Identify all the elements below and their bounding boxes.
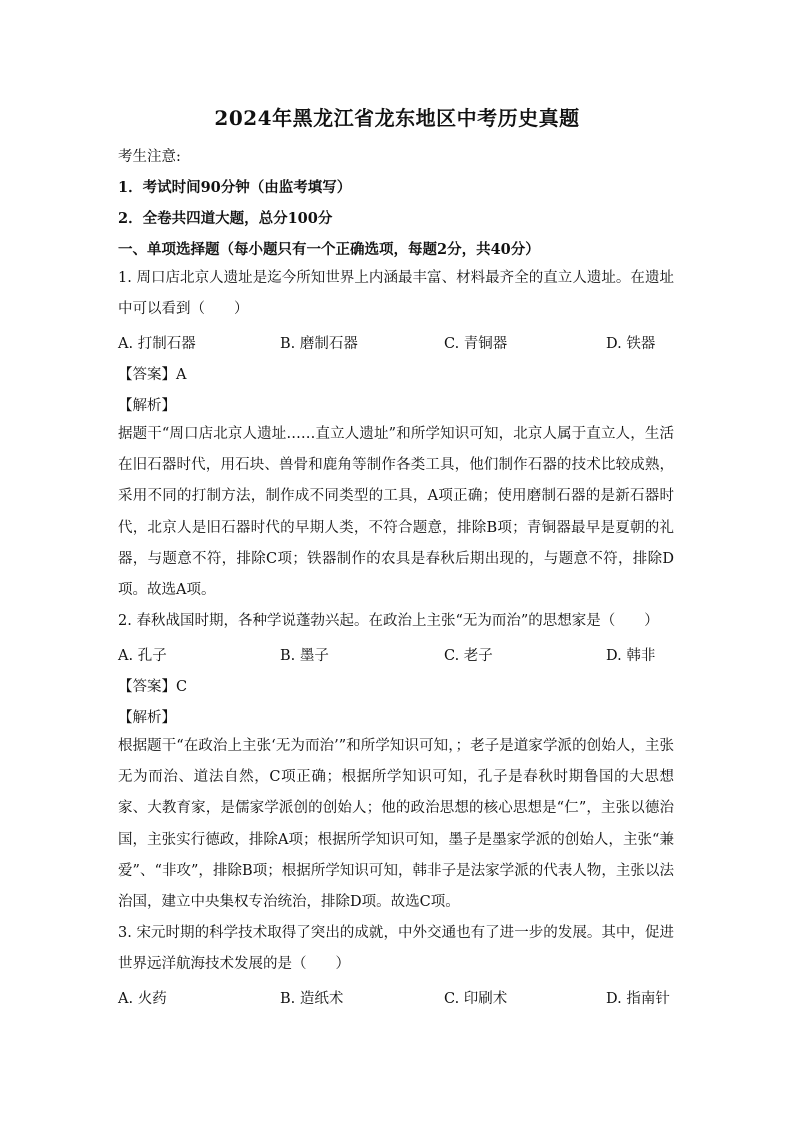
question-2-stem: 2. 春秋战国时期，各种学说蓬勃兴起。在政治上主张“无为而治”的思想家是（ ） bbox=[118, 613, 659, 629]
option-b: B. 磨制石器 bbox=[280, 336, 358, 352]
notice-heading: 考生注意: bbox=[118, 149, 181, 165]
analysis-1: 据题干“周口店北京人遗址……直立人遗址”和所学知识可知，北京人属于直立人，生活在旧石器时代，用石块、兽骨和鹿角等制作各类工具，他们制作石器的技术比较成熟，采用不同的打制方法，制作成不同类型的工具，A项正确；使用磨制石器的是新石器时代，北京人是旧石器时代的早期人类，不符合题意，排除B项；青铜器最早是夏朝的礼器，与题意不符，排除C项；铁器制作的农具是春秋后期出现的，与题意不符，排除D项。故选A项。 bbox=[118, 426, 674, 599]
page-title: 2024年黑龙江省龙东地区中考历史真题 bbox=[214, 106, 580, 130]
option-c: C. 青铜器 bbox=[444, 336, 508, 352]
notice-item-2: 2．全卷共四道大题，总分100分 bbox=[118, 210, 333, 227]
analysis-label-2: 【解析】 bbox=[118, 710, 176, 726]
option-c: C. 老子 bbox=[444, 648, 493, 664]
notice-item-1: 1．考试时间90分钟（由监考填写） bbox=[118, 179, 352, 196]
option-a: A. 火药 bbox=[118, 991, 167, 1007]
option-d: D. 铁器 bbox=[606, 336, 656, 352]
option-a: A. 孔子 bbox=[118, 648, 167, 664]
option-a: A. 打制石器 bbox=[118, 336, 196, 352]
section-heading: 一、单项选择题（每小题只有一个正确选项，每题2分，共40分） bbox=[118, 241, 540, 258]
analysis-2: 根据题干“在政治上主张‘无为而治’”和所学知识可知，；老子是道家学派的创始人，主张无为而治、道法自然，C项正确；根据所学知识可知，孔子是春秋时期鲁国的大思想家、大教育家，是儒家学派创的创始人；他的政治思想的核心思想是“仁”，主张以德治国，主张实行德政，排除A项；根据所学知识可知，墨子是墨家学派的创始人，主张“兼爱”、“非攻”，排除B项；根据所学知识可知，韩非子是法家学派的代表人物，主张以法治国，建立中央集权专治统治，排除D项。故选C项。 bbox=[118, 738, 674, 911]
question-1-stem: 1. 周口店北京人遗址是迄今所知世界上内涵最丰富、材料最齐全的直立人遗址。在遗址中可以看到（ ） bbox=[118, 270, 674, 318]
option-b: B. 造纸术 bbox=[280, 991, 344, 1007]
option-d: D. 韩非 bbox=[606, 648, 656, 664]
option-b: B. 墨子 bbox=[280, 648, 329, 664]
option-c: C. 印刷术 bbox=[444, 991, 508, 1007]
option-d: D. 指南针 bbox=[606, 991, 670, 1007]
question-3-stem: 3. 宋元时期的科学技术取得了突出的成就，中外交通也有了进一步的发展。其中，促进世界远洋航海技术发展的是（ ） bbox=[118, 925, 674, 973]
answer-1: 【答案】A bbox=[118, 367, 187, 383]
analysis-label-1: 【解析】 bbox=[118, 398, 176, 414]
answer-2: 【答案】C bbox=[118, 679, 188, 695]
